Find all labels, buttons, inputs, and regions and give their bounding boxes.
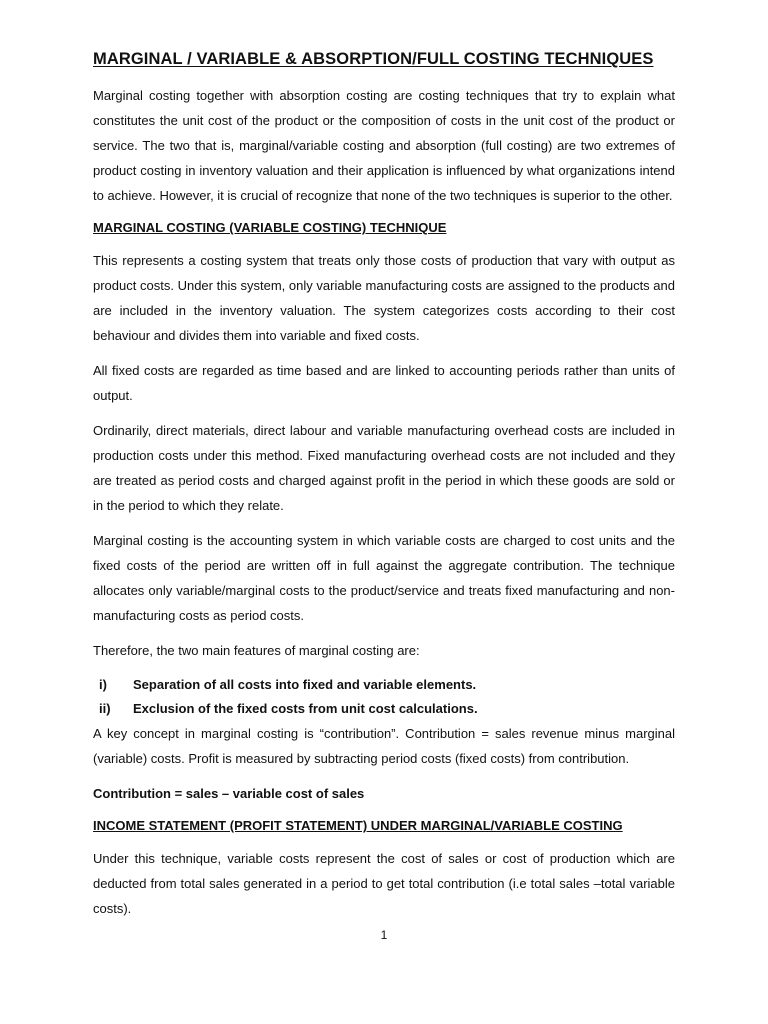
list-item-number: i) — [99, 677, 107, 692]
paragraph-features-intro: Therefore, the two main features of marginal costing are: — [93, 643, 420, 658]
page-number: 1 — [380, 928, 388, 942]
paragraph-income-statement: Under this technique, variable costs represent the cost of sales or cost of production which are deducted from total sales generated in a period to get total contribution (i.e total sales –total variable costs). — [93, 851, 675, 916]
section-heading-marginal-costing: MARGINAL COSTING (VARIABLE COSTING) TECHNIQUE — [93, 220, 447, 235]
paragraph-definition: This represents a costing system that treats only those costs of production that vary with output as product costs. Under this system, only variable manufacturing costs are assigned to the products and are included in the inventory valuation. The system categorizes costs according to their cost behaviour and divides them into variable and fixed costs. — [93, 253, 675, 343]
intro-paragraph: Marginal costing together with absorption costing are costing techniques that try to explain what constitutes the unit cost of the product or the composition of costs in the unit cost of the product or service. The two that is, marginal/variable costing and absorption (full costing) are two extremes of product costing in inventory valuation and their application is influenced by what organizations intend to achieve. However, it is crucial of recognize that none of the two techniques is superior to the other. — [93, 88, 675, 203]
paragraph-production-costs: Ordinarily, direct materials, direct labour and variable manufacturing overhead costs are included in production costs under this method. Fixed manufacturing overhead costs are not included and they are treated as period costs and charged against profit in the period in which these goods are sold or in the period to which they relate. — [93, 423, 675, 513]
list-item — [93, 697, 675, 721]
contribution-formula: Contribution = sales – variable cost of sales — [93, 786, 365, 801]
list-item-text: Separation of all costs into fixed and variable elements. — [133, 677, 477, 692]
list-item — [93, 673, 675, 697]
page-title: MARGINAL / VARIABLE & ABSORPTION/FULL COSTING TECHNIQUES — [93, 50, 654, 68]
paragraph-contribution: A key concept in marginal costing is “contribution”. Contribution = sales revenue minus marginal (variable) costs. Profit is measured by subtracting period costs (fixed costs) from contribution. — [93, 726, 675, 766]
features-list — [93, 673, 675, 721]
section-heading-income-statement: INCOME STATEMENT (PROFIT STATEMENT) UNDER MARGINAL/VARIABLE COSTING — [93, 818, 623, 833]
list-item-text: Exclusion of the fixed costs from unit cost calculations. — [133, 701, 478, 716]
paragraph-fixed-costs: All fixed costs are regarded as time based and are linked to accounting periods rather than units of output. — [93, 363, 675, 403]
list-item-number: ii) — [99, 701, 111, 716]
paragraph-accounting-system: Marginal costing is the accounting system in which variable costs are charged to cost units and the fixed costs of the period are written off in full against the aggregate contribution. The technique allocates only variable/marginal costs to the product/service and treats fixed manufacturing and non-manufacturing costs as period costs. — [93, 533, 675, 623]
